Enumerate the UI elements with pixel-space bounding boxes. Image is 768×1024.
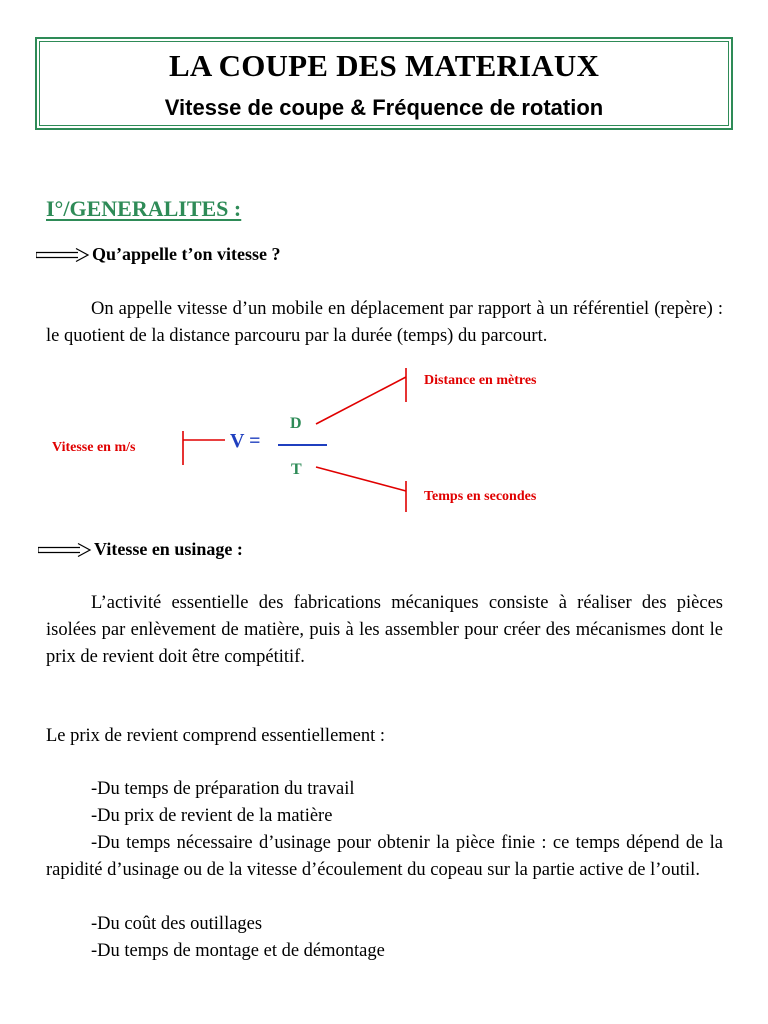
time-connector-line [316, 467, 406, 491]
section-heading: I°/GENERALITES : [46, 196, 242, 221]
page-title: LA COUPE DES MATERIAUX [168, 48, 600, 83]
double-arrow-icon [38, 542, 92, 558]
label-distance-unit: Distance en mètres [424, 373, 537, 388]
question-machining-speed: Vitesse en usinage : [94, 539, 243, 559]
list-item: -Du temps de montage et de démontage [91, 941, 385, 961]
label-time-unit: Temps en secondes [424, 489, 537, 504]
page-subtitle: Vitesse de coupe & Fréquence de rotation [164, 95, 604, 120]
cost-intro: Le prix de revient comprend essentiellement : [46, 726, 386, 746]
paragraph-machining: L’activité essentielle des fabrications mécaniques consiste à réaliser des pièces isolées par enlèvement de matière, puis à les assembler pour créer des mécanismes dont le prix de revient doit être compétitif. [46, 593, 723, 667]
paragraph-speed-definition: On appelle vitesse d’un mobile en déplacement par rapport à un référentiel (repère) : le quotient de la distance parcouru par la durée (temps) du parcourt. [46, 299, 723, 346]
formula-numerator: D [290, 415, 302, 432]
list-item: -Du temps de préparation du travail [91, 779, 355, 799]
label-speed-unit: Vitesse en m/s [52, 440, 136, 455]
question-speed: Qu’appelle t’on vitesse ? [92, 244, 281, 264]
list-item: -Du coût des outillages [91, 914, 263, 934]
question-row-2 [38, 539, 243, 560]
distance-connector-line [316, 377, 406, 424]
formula-v: V = [230, 430, 261, 452]
list-item: -Du prix de revient de la matière [91, 806, 333, 826]
formula-denominator: T [291, 461, 302, 478]
list-item: -Du temps nécessaire d’usinage pour obtenir la pièce finie : ce temps dépend de la rapidité d’usinage ou de la vitesse d’écoulement du copeau sur la partie active de l’outil. [46, 833, 723, 880]
